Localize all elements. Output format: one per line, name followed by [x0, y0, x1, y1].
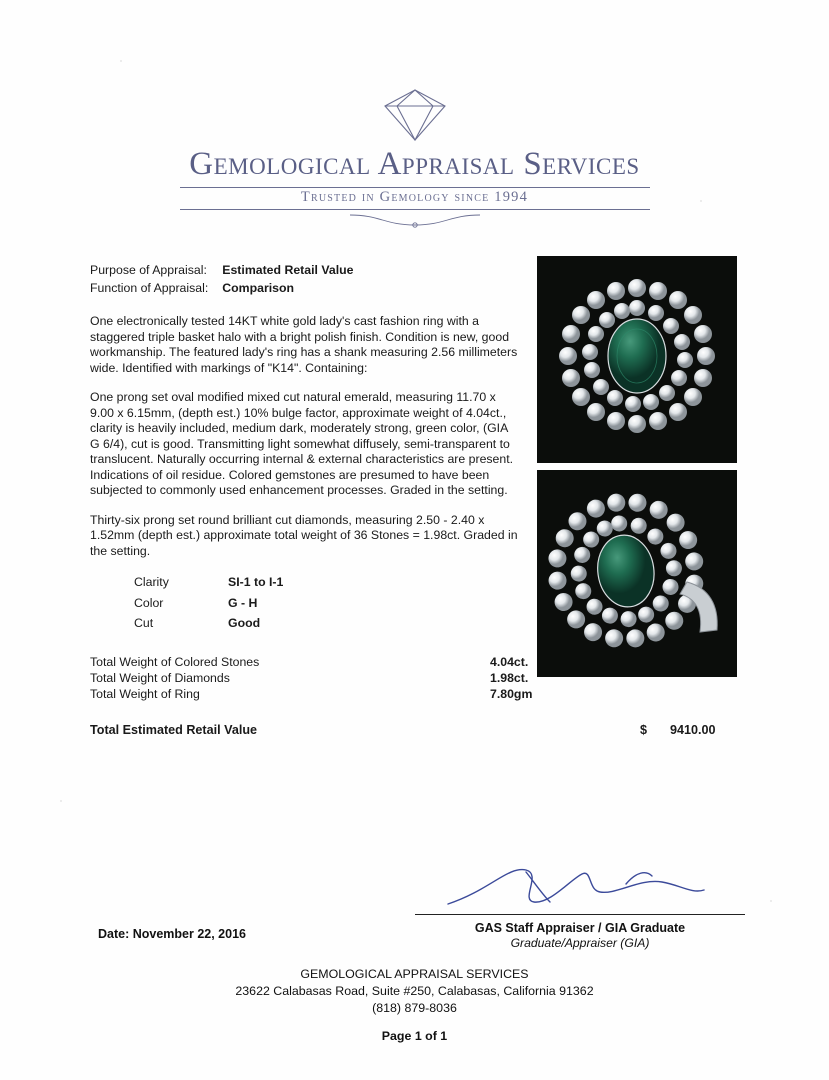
ring-image-bottom — [537, 470, 737, 677]
document-footer — [0, 966, 829, 1045]
table-row — [134, 596, 283, 615]
footer-phone: (818) 879-8036 — [372, 1001, 457, 1015]
spec-label-cut: Cut — [134, 616, 154, 630]
appraisal-date: Date: November 22, 2016 — [98, 927, 246, 941]
table-row — [90, 654, 529, 671]
footer-page-number: Page 1 of 1 — [381, 1029, 448, 1043]
ring-top-illustration — [537, 256, 737, 463]
footer-company: GEMOLOGICAL APPRAISAL SERVICES — [300, 967, 529, 981]
brand-rules — [180, 187, 650, 233]
document-header — [0, 88, 829, 233]
purpose-table — [90, 263, 353, 298]
purpose-value: Estimated Retail Value — [222, 263, 354, 277]
scan-speck — [120, 60, 122, 62]
signature-line — [415, 914, 745, 915]
diamond-specs-table — [132, 573, 285, 637]
ring-image-top — [537, 256, 737, 463]
total-diamonds-value: 1.98ct. — [490, 670, 529, 685]
appraisal-body — [90, 263, 716, 738]
rule-bottom — [180, 209, 650, 210]
appraiser-title: GAS Staff Appraiser / GIA Graduate — [474, 921, 686, 935]
total-ring-weight-value: 7.80gm — [490, 686, 533, 701]
scan-speck — [700, 200, 702, 202]
table-row — [90, 670, 529, 687]
ring-photo-bottom — [537, 470, 737, 677]
ring-angled-illustration — [537, 470, 737, 677]
spec-label-clarity: Clarity — [134, 575, 169, 589]
grand-total-label: Total Estimated Retail Value — [90, 722, 258, 737]
brand-tagline: Trusted in Gemology since 1994 — [300, 189, 529, 205]
brand-name: Gemological Appraisal Services — [189, 146, 640, 182]
scan-speck — [60, 800, 62, 802]
spec-value-color: G - H — [228, 595, 258, 610]
spec-label-color: Color — [134, 595, 164, 610]
flourish-ornament — [340, 212, 490, 228]
function-row — [90, 281, 353, 299]
totals-block — [90, 654, 533, 703]
signature-block — [400, 860, 760, 950]
scan-speck — [770, 900, 772, 902]
total-colored-stones-label: Total Weight of Colored Stones — [90, 654, 260, 669]
total-diamonds-label: Total Weight of Diamonds — [90, 670, 230, 685]
footer-address: 23622 Calabasas Road, Suite #250, Calabasas, California 91362 — [235, 984, 594, 998]
spec-value-clarity: SI-1 to I-1 — [228, 575, 284, 589]
ring-description-paragraph: One electronically tested 14KT white gold lady's cast fashion ring with a staggered triple basket halo with a bright polish finish. Condition is new, good workmanship. The featured lady's ring has a shank measuring 2.56 millimeters wide. Identified with markings of "K14". Containing: — [90, 314, 518, 375]
purpose-label: Purpose of Appraisal: — [90, 263, 207, 277]
spec-value-cut: Good — [228, 616, 261, 630]
grand-total-row — [90, 722, 716, 739]
appraiser-subtitle: Graduate/Appraiser (GIA) — [510, 936, 650, 950]
ring-photo-top — [537, 256, 737, 463]
function-value: Comparison — [222, 280, 295, 295]
table-row — [134, 575, 283, 594]
total-colored-stones-value: 4.04ct. — [490, 654, 529, 669]
grand-total-currency: $ — [640, 722, 648, 737]
grand-total-amount: 9410.00 — [670, 722, 716, 737]
table-row — [134, 616, 283, 635]
center-stone-paragraph: One prong set oval modified mixed cut natural emerald, measuring 11.70 x 9.00 x 6.15mm, (depth est.) 10% bulge factor, approximate weight of 4.04ct., clarity is heavily included, medium dark, moderately strong, green color, (GIA G 6/4), cut is good. Transmitting light somewhat diffusely, semi-transparent to translucent. Naturally occurring internal & external characteristics are present. Indications of oil residue. Colored gemstones are presumed to have been subjected to commonly used enhancement processes. Graded in the setting. — [90, 390, 514, 497]
function-label: Function of Appraisal: — [90, 280, 209, 295]
total-ring-weight-label: Total Weight of Ring — [90, 686, 200, 701]
diamonds-paragraph: Thirty-six prong set round brilliant cut diamonds, measuring 2.50 - 2.40 x 1.52mm (depth est.) approximate total weight of 36 Stones = 1.98ct. Graded in the setting. — [90, 512, 518, 558]
table-row — [90, 686, 533, 703]
purpose-row — [90, 263, 353, 281]
diamond-icon — [355, 88, 475, 144]
signature-mark — [430, 860, 730, 912]
